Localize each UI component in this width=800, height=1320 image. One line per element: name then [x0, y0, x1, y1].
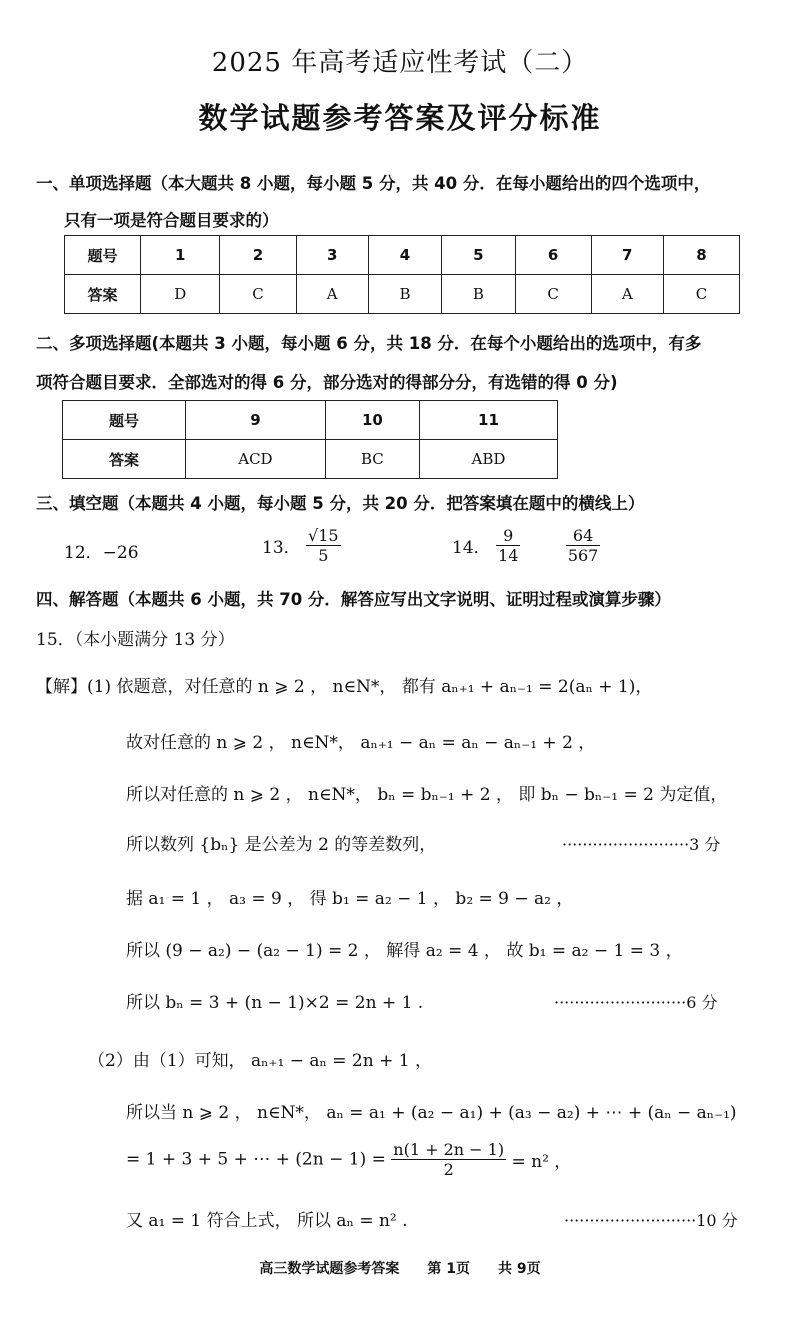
question-number: 9: [186, 401, 326, 440]
row-label-answer: 答案: [65, 275, 141, 314]
score-marker-6: ··························6 分: [554, 993, 718, 1012]
q13-numerator: √15: [308, 526, 339, 545]
question-number: 10: [325, 401, 419, 440]
score-marker-10: ··························10 分: [564, 1211, 738, 1230]
solution-line-10: [126, 1140, 571, 1179]
answer-cell: B: [368, 275, 441, 314]
question-number: 6: [515, 236, 591, 275]
part1-heading-line2: 只有一项是符合题目要求的）: [64, 211, 279, 230]
part2-heading-line1: 二、多项选择题(本题共 3 小题，每小题 6 分，共 18 分．在每个小题给出的选项中，有多: [36, 334, 702, 353]
question-number: 8: [663, 236, 739, 275]
answer-cell: C: [515, 275, 591, 314]
sum-expression: = 1 + 3 + 5 + ⋯ + (2n − 1) =: [126, 1149, 386, 1170]
solution-line-4: 所以数列 {bₙ} 是公差为 2 的等差数列，: [126, 835, 437, 855]
q12-answer: [64, 538, 139, 563]
row-label-question: 题号: [65, 236, 141, 275]
table-row: [63, 401, 558, 440]
answer-cell: A: [591, 275, 663, 314]
table-row: [63, 440, 558, 479]
question-number: 4: [368, 236, 441, 275]
q14-second-numerator: 64: [566, 526, 601, 546]
q13-label: 13．: [262, 538, 301, 558]
q14-label: 14．: [452, 538, 491, 558]
question-number: 1: [141, 236, 220, 275]
single-choice-answer-table: [64, 235, 740, 314]
q14-fraction-first: [496, 526, 520, 565]
q13-denominator: 5: [318, 546, 329, 565]
q14-second-denominator: 567: [567, 546, 599, 565]
answer-cell: C: [220, 275, 296, 314]
solution-line-3: 所以对任意的 n ⩾ 2 ， n∈N*， bₙ = bₙ₋₁ + 2 ， 即 bₙ − bₙ₋₁ = 2 为定值，: [126, 785, 728, 805]
answer-cell: D: [141, 275, 220, 314]
solution-line-11: 又 a₁ = 1 符合上式， 所以 aₙ = n² .: [126, 1211, 408, 1231]
answer-cell: ACD: [186, 440, 326, 479]
solution-line-1: 【解】(1) 依题意，对任意的 n ⩾ 2 ， n∈N*， 都有 aₙ₊₁ + aₙ₋₁ = 2(aₙ + 1)，: [36, 677, 653, 697]
exam-title: 2025 年高考适应性考试（二）: [211, 48, 589, 78]
q12-label: 12．: [64, 543, 103, 563]
part2-heading-line2: 项符合题目要求．全部选对的得 6 分，部分选对的得部分分，有选错的得 0 分): [36, 373, 618, 392]
q14-first-numerator: 9: [496, 526, 520, 546]
solution-line-7: 所以 bₙ = 3 + (n − 1)×2 = 2n + 1 .: [126, 993, 424, 1013]
question-number: 11: [419, 401, 557, 440]
sum-fraction-numerator: n(1 + 2n − 1): [393, 1140, 505, 1159]
question-number: 7: [591, 236, 663, 275]
answer-cell: BC: [325, 440, 419, 479]
q13-fraction: [306, 526, 341, 565]
table-row: [65, 236, 740, 275]
score-marker-3: ·························3 分: [562, 835, 721, 854]
answer-cell: ABD: [419, 440, 557, 479]
solution-line-5: 据 a₁ = 1 ， a₃ = 9 ， 得 b₁ = a₂ − 1 ， b₂ = 9 − a₂ ，: [126, 889, 574, 909]
row-label-question: 题号: [63, 401, 186, 440]
q14-answer: [452, 526, 600, 565]
solution-line-6: 所以 (9 − a₂) − (a₂ − 1) = 2 ， 解得 a₂ = 4 ， 故 b₁ = a₂ − 1 = 3 ，: [126, 941, 683, 961]
part4-heading: 四、解答题（本题共 6 小题，共 70 分．解答应写出文字说明、证明过程或演算步骤）: [36, 590, 671, 609]
sum-fraction-denominator: 2: [443, 1160, 454, 1179]
table-row: [65, 275, 740, 314]
answer-cell: B: [442, 275, 515, 314]
sum-fraction: [391, 1140, 506, 1179]
question-number: 3: [296, 236, 368, 275]
multiple-choice-answer-table: [62, 400, 558, 479]
solution-line-8: （2）由（1）可知， aₙ₊₁ − aₙ = 2n + 1 ，: [88, 1051, 432, 1071]
question-number: 5: [442, 236, 515, 275]
page-footer: 高三数学试题参考答案 第 1页 共 9页: [259, 1261, 541, 1277]
q15-title: 15．（本小题满分 13 分）: [36, 630, 235, 650]
part1-heading-line1: 一、单项选择题（本大题共 8 小题，每小题 5 分，共 40 分．在每小题给出的四个选项中，: [36, 174, 711, 193]
solution-line-2: 故对任意的 n ⩾ 2 ， n∈N*， aₙ₊₁ − aₙ = aₙ − aₙ₋₁ + 2 ，: [126, 733, 596, 753]
answer-key-title: 数学试题参考答案及评分标准: [198, 101, 602, 135]
solution-line-9: 所以当 n ⩾ 2 ， n∈N*， aₙ = a₁ + (a₂ − a₁) + (a₃ − a₂) + ⋯ + (aₙ − aₙ₋₁): [126, 1103, 737, 1123]
q13-answer: [262, 526, 341, 565]
q14-first-denominator: 14: [498, 546, 519, 565]
row-label-answer: 答案: [63, 440, 186, 479]
q12-value: −26: [102, 543, 139, 563]
q14-fraction-second: [566, 526, 601, 565]
part3-heading: 三、填空题（本题共 4 小题，每小题 5 分，共 20 分．把答案填在题中的横线上）: [36, 494, 645, 513]
question-number: 2: [220, 236, 296, 275]
answer-cell: C: [663, 275, 739, 314]
sum-result: = n² ，: [511, 1152, 572, 1172]
answer-cell: A: [296, 275, 368, 314]
